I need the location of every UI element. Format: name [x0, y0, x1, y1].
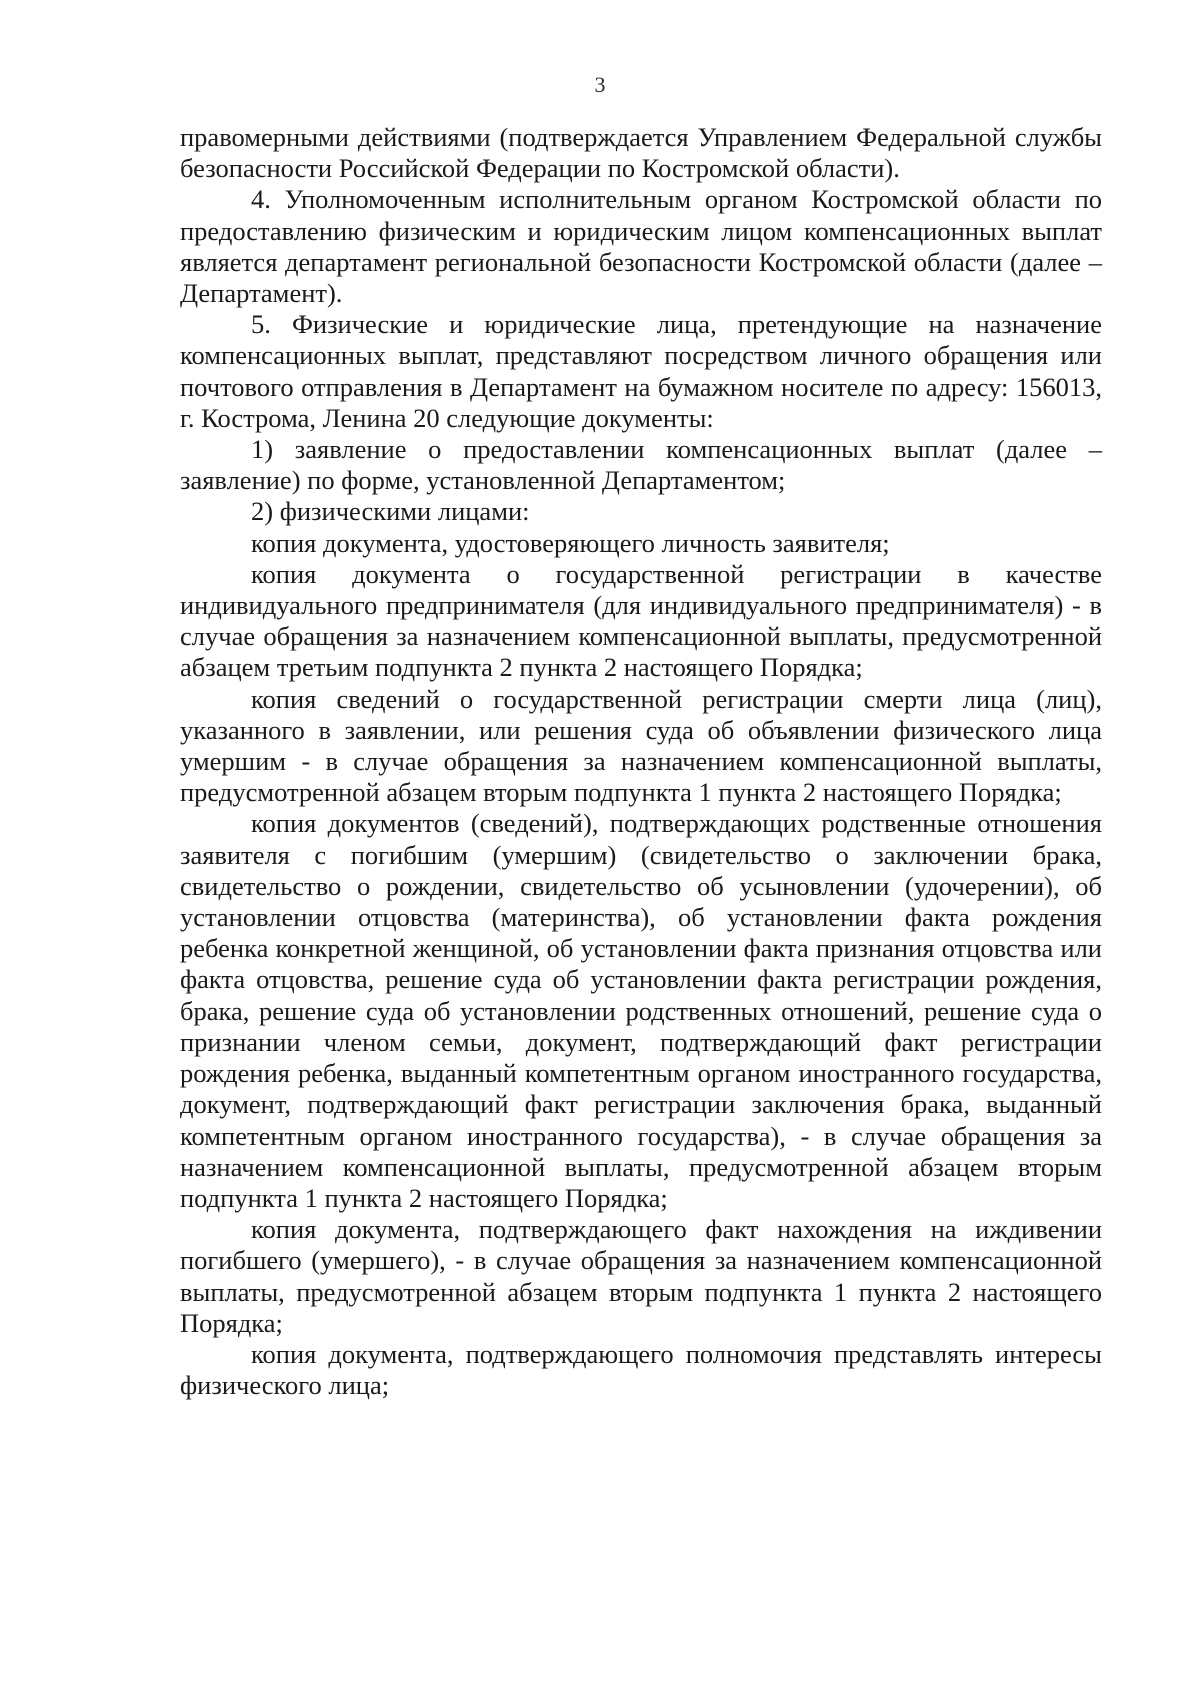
paragraph-death-registration: копия сведений о государственной регистрации смерти лица (лиц), указанного в заявлении, или решения суда об объявлении физического лица умершим - в случае обращения за назначением компенсационной выплаты, предусмотренной абзацем вторым подпункта 1 пункта 2 настоящего Порядка;: [180, 683, 1102, 808]
paragraph-kinship-documents: копия документов (сведений), подтверждающих родственные отношения заявителя с погибшим (умершим) (свидетельство о заключении брака, свидетельство о рождении, свидетельство об усыновлении (удочерении), об установлении отцовства (материнства), об установлении факта рождения ребенка конкретной женщиной, об установлении факта признания отцовства или факта отцовства, решение суда об установлении факта регистрации рождения, брака, решение суда об установлении родственных отношений, решение суда о признании членом семьи, документ, подтверждающий факт регистрации рождения ребенка, выданный компетентным органом иностранного государства, документ, подтверждающий факт регистрации заключения брака, выданный компетентным органом иностранного государства), - в случае обращения за назначением компенсационной выплаты, предусмотренной абзацем вторым подпункта 1 пункта 2 настоящего Порядка;: [180, 808, 1102, 1213]
paragraph-subitem-2: 2) физическими лицами:: [251, 496, 530, 527]
paragraph-item-4: 4. Уполномоченным исполнительным органом Костромской области по предоставлению физическим и юридическим лицом компенсационных выплат является департамент региональной безопасности Костромской области (далее – Департамент).: [180, 184, 1102, 309]
paragraph-authority-document: копия документа, подтверждающего полномочия представлять интересы физического лица;: [180, 1338, 1102, 1401]
document-body: [180, 122, 1102, 1401]
paragraph-continuation: правомерными действиями (подтверждается Управлением Федеральной службы безопасности Российской Федерации по Костромской области).: [180, 122, 1102, 184]
page-number: 3: [594, 72, 606, 97]
paragraph-subitem-1: 1) заявление о предоставлении компенсационных выплат (далее – заявление) по форме, установленной Департаментом;: [180, 434, 1102, 496]
paragraph-item-5: 5. Физические и юридические лица, претендующие на назначение компенсационных выплат, представляют посредством личного обращения или почтового отправления в Департамент на бумажном носителе по адресу: 156013, г. Кострома, Ленина 20 следующие документы:: [180, 309, 1102, 433]
paragraph-identity-document: копия документа, удостоверяющего личность заявителя;: [251, 527, 890, 558]
paragraph-dependency-document: копия документа, подтверждающего факт нахождения на иждивении погибшего (умершего), - в случае обращения за назначением компенсационной выплаты, предусмотренной абзацем вторым подпункта 1 пункта 2 настоящего Порядка;: [180, 1214, 1102, 1338]
paragraph-entrepreneur-registration: копия документа о государственной регистрации в качестве индивидуального предпринимателя (для индивидуального предпринимателя) - в случае обращения за назначением компенсационной выплаты, предусмотренной абзацем третьим подпункта 2 пункта 2 настоящего Порядка;: [180, 558, 1102, 683]
